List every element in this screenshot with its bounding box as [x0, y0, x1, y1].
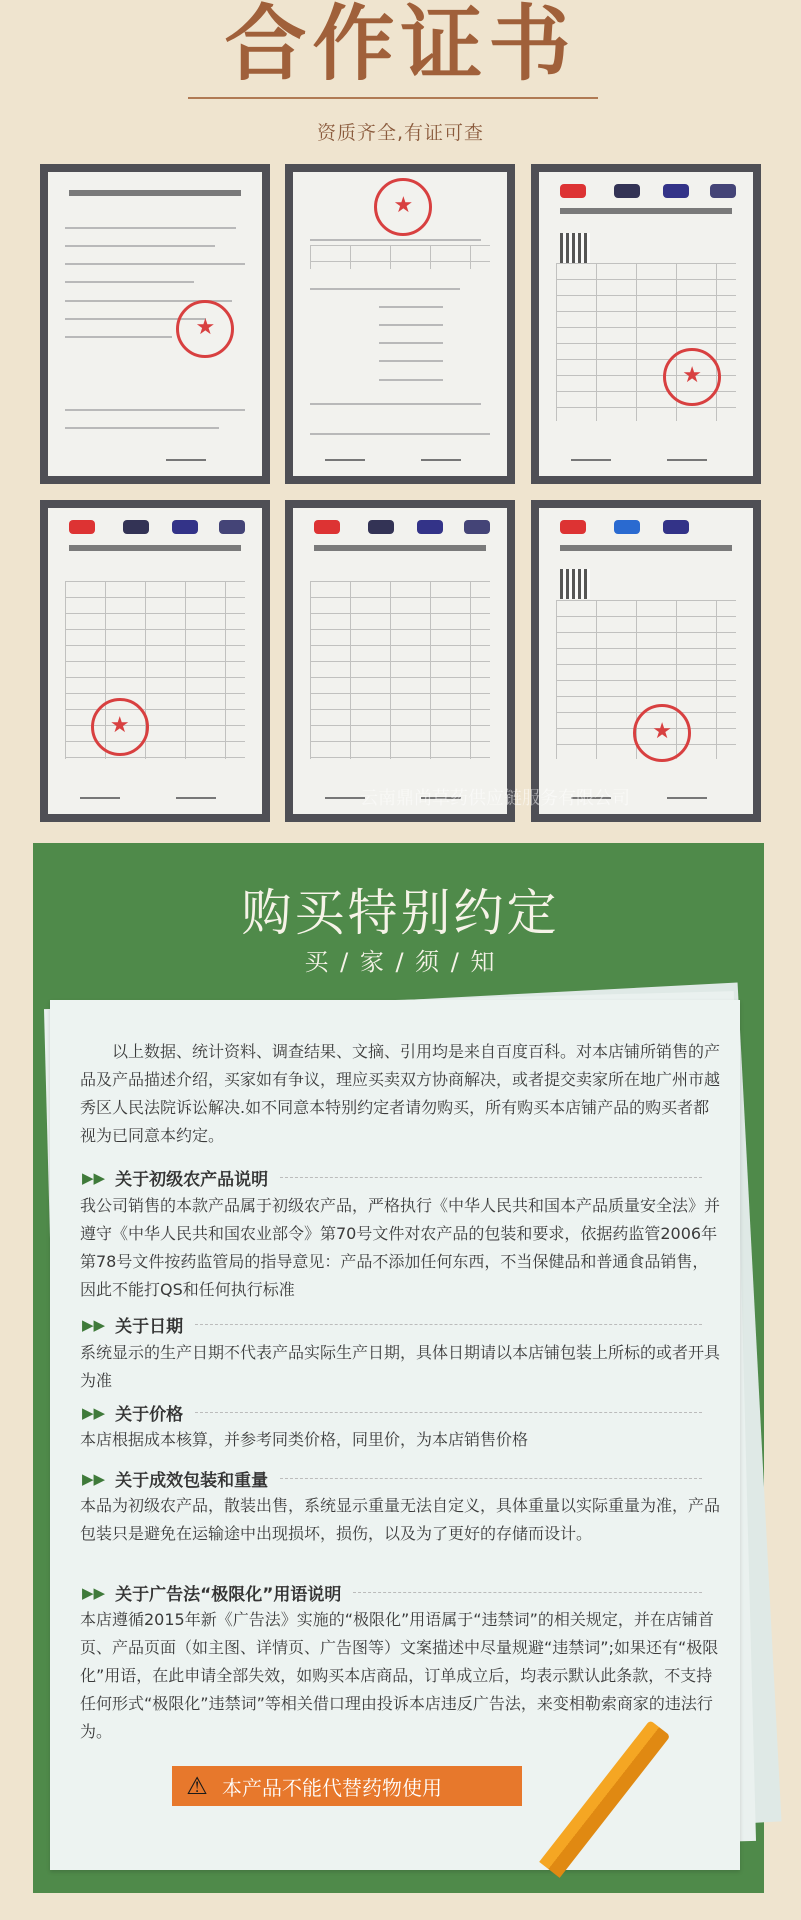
page-title: 合作证书	[224, 0, 577, 92]
page-subtitle: 资质齐全,有证可查	[316, 122, 485, 144]
arrow-icon: ▶▶	[82, 1315, 106, 1334]
notice-subtitle: 买 / 家 / 须 / 知	[304, 948, 497, 976]
section-body: 本品为初级农产品，散装出售，系统显示重量无法自定义，具体重量以实际重量为准，产品包装只是避免在运输途中出现损坏，损伤，以及为了更好的存储而设计。	[80, 1496, 721, 1543]
certificate-image	[285, 500, 515, 822]
section-heading: ▶▶ 关于日期	[82, 1312, 702, 1337]
section-body: 本店根据成本核算，并参考同类价格，同里价，为本店销售价格	[80, 1430, 529, 1449]
certificate-image	[285, 164, 515, 484]
section-body: 本店遵循2015年新《广告法》实施的“极限化”用语属于“违禁词”的相关规定，并在店铺首页、产品页面（如主图、详情页、广告图等）文案描述中尽量规避“违禁词”;如果还有“极限化”用语，在此申请全部失效，如购买本店商品，订单成立后，均表示默认此条款，不支持任何形式“极限化”违禁词”等相关借口理由投诉本店违反广告法，来变相勒索商家的违法行为。	[80, 1610, 719, 1741]
watermark-text: 云南鼎尚草药供应链服务有限公司	[360, 788, 630, 809]
warning-banner: ⚠ 本产品不能代替药物使用	[172, 1766, 522, 1806]
notice-intro: 以上数据、统计资料、调查结果、文摘、引用均是来自百度百科。对本店铺所销售的产品及产品描述介绍，买家如有争议，理应买卖双方协商解决，或者提交卖家所在地广州市越秀区人民法院诉讼解决.如不同意本特别约定者请勿购买，所有购买本店铺产品的购买者都视为已同意本约定。	[80, 1042, 721, 1145]
arrow-icon: ▶▶	[82, 1403, 106, 1422]
certificate-image	[531, 164, 761, 484]
section-heading: ▶▶ 关于价格	[82, 1400, 702, 1425]
notice-title: 购买特别约定	[241, 884, 560, 942]
title-divider	[188, 97, 598, 99]
arrow-icon: ▶▶	[82, 1168, 106, 1187]
section-body: 我公司销售的本款产品属于初级农产品，严格执行《中华人民共和国本产品质量安全法》并遵守《中华人民共和国农业部令》第70号文件对农产品的包装和要求，依据药监管2006年第78号文件按药监管局的指导意见：产品不添加任何东西，不当保健品和普通食品销售，因此不能打QS和任何执行标准	[80, 1196, 721, 1299]
certificate-image	[531, 500, 761, 822]
arrow-icon: ▶▶	[82, 1469, 106, 1488]
section-heading: ▶▶ 关于成效包装和重量	[82, 1466, 702, 1491]
section-body: 系统显示的生产日期不代表产品实际生产日期，具体日期请以本店铺包装上所标的或者开具为准	[80, 1343, 721, 1390]
warning-icon: ⚠	[186, 1772, 208, 1800]
certificate-image	[40, 500, 270, 822]
section-heading: ▶▶ 关于初级农产品说明	[82, 1165, 702, 1190]
arrow-icon: ▶▶	[82, 1583, 106, 1602]
certificate-image	[40, 164, 270, 484]
section-heading: ▶▶ 关于广告法“极限化”用语说明	[82, 1580, 702, 1605]
